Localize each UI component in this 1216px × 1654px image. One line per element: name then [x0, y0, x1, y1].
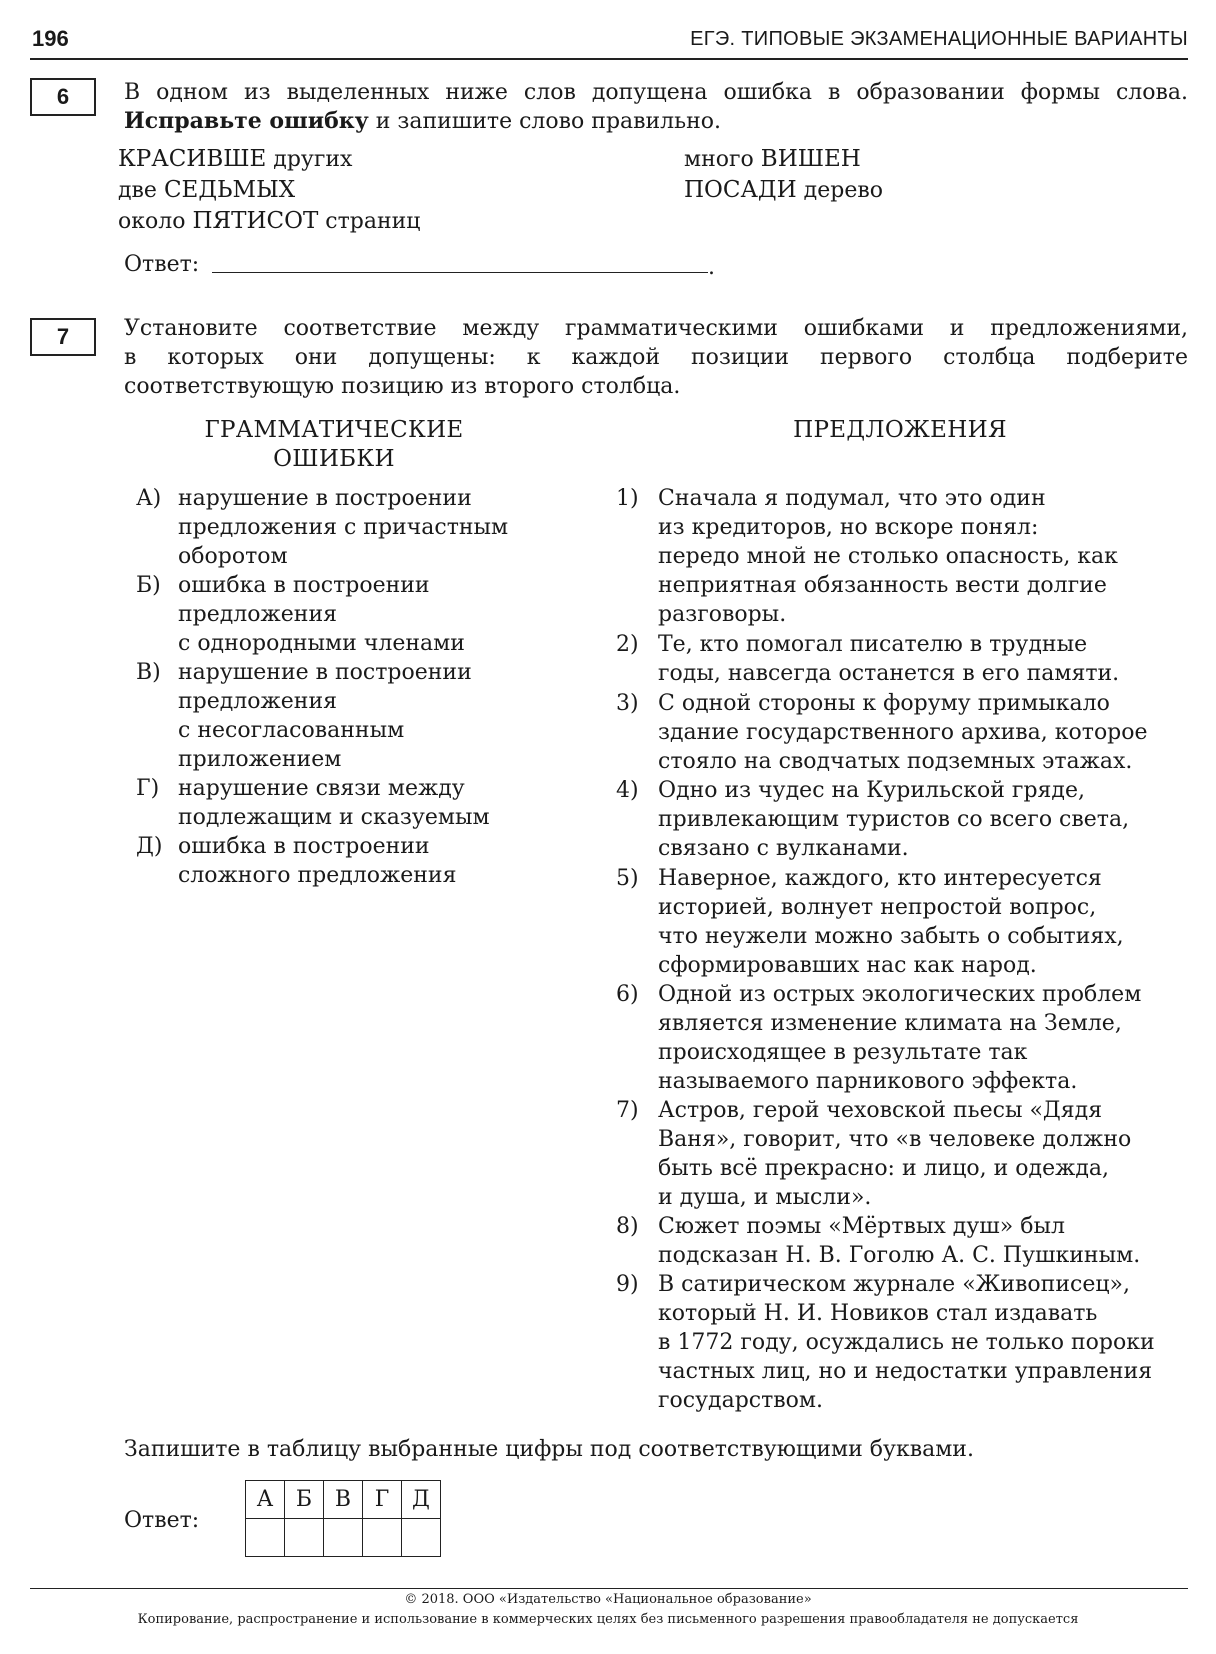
task-7-number-box: 7 — [30, 318, 96, 356]
answer-table-letter: В — [324, 1481, 363, 1519]
answer-cell-g[interactable] — [363, 1519, 402, 1557]
task-7-table-instruction: Запишите в таблицу выбранные цифры под соответствующими буквами. — [124, 1437, 974, 1462]
answer-table-letter: А — [246, 1481, 285, 1519]
word-item: около ПЯТИСОТ страниц — [118, 208, 421, 234]
word-item: две СЕДЬМЫХ — [118, 177, 296, 203]
footer-divider — [30, 1588, 1188, 1589]
word-item: ПОСАДИ дерево — [684, 177, 883, 203]
answer-table-input-row — [246, 1519, 441, 1557]
running-title: ЕГЭ. ТИПОВЫЕ ЭКЗАМЕНАЦИОННЫЕ ВАРИАНТЫ — [690, 28, 1188, 50]
task-6-intro-line1: В одном из выделенных ниже слов допущена ошибка в образовании формы слова. — [124, 80, 1188, 105]
task-6-intro-bold: Исправьте ошибку — [124, 108, 369, 134]
answer-cell-v[interactable] — [324, 1519, 363, 1557]
task-6-intro-rest: и запишите слово правильно. — [368, 109, 722, 134]
task-6-words-left — [118, 144, 420, 237]
task-6-answer-label: Ответ: — [124, 252, 200, 277]
task-7-intro-line2: в которых они допущены: к каждой позиции первого столбца подберите — [124, 345, 1188, 370]
page-header — [30, 24, 1188, 60]
task-7-answer-label: Ответ: — [124, 1508, 200, 1533]
sentences-column-header: ПРЕДЛОЖЕНИЯ — [793, 417, 1007, 443]
answer-cell-d[interactable] — [402, 1519, 441, 1557]
task-7-answer-table — [245, 1480, 441, 1557]
errors-column-header: ГРАММАТИЧЕСКИЕ ОШИБКИ — [204, 417, 464, 472]
task-6-number-box: 6 — [30, 78, 96, 116]
answer-cell-b[interactable] — [285, 1519, 324, 1557]
page-number: 196 — [32, 26, 69, 51]
task-7-intro — [124, 314, 1188, 401]
task-7-intro-line1: Установите соответствие между грамматическими ошибками и предложениями, — [124, 316, 1188, 341]
answer-table-letter: Д — [402, 1481, 441, 1519]
task-6-answer-dot: . — [708, 255, 715, 280]
task-6-intro — [124, 78, 1188, 136]
footer-copyright: © 2018. ООО «Издательство «Национальное образование» — [404, 1592, 812, 1607]
task-6-words-right — [684, 144, 883, 206]
answer-table-header-row — [246, 1481, 441, 1519]
answer-table-letter: Б — [285, 1481, 324, 1519]
word-item: КРАСИВШЕ других — [118, 146, 353, 172]
answer-cell-a[interactable] — [246, 1519, 285, 1557]
task-7-intro-line3: соответствующую позицию из второго столбца. — [124, 374, 681, 399]
word-item: много ВИШЕН — [684, 146, 861, 172]
task-6-answer-field[interactable] — [212, 272, 708, 273]
answer-table-letter: Г — [363, 1481, 402, 1519]
footer-notice: Копирование, распространение и использование в коммерческих целях без письменного разрешения правообладателя не допускается — [137, 1612, 1079, 1627]
